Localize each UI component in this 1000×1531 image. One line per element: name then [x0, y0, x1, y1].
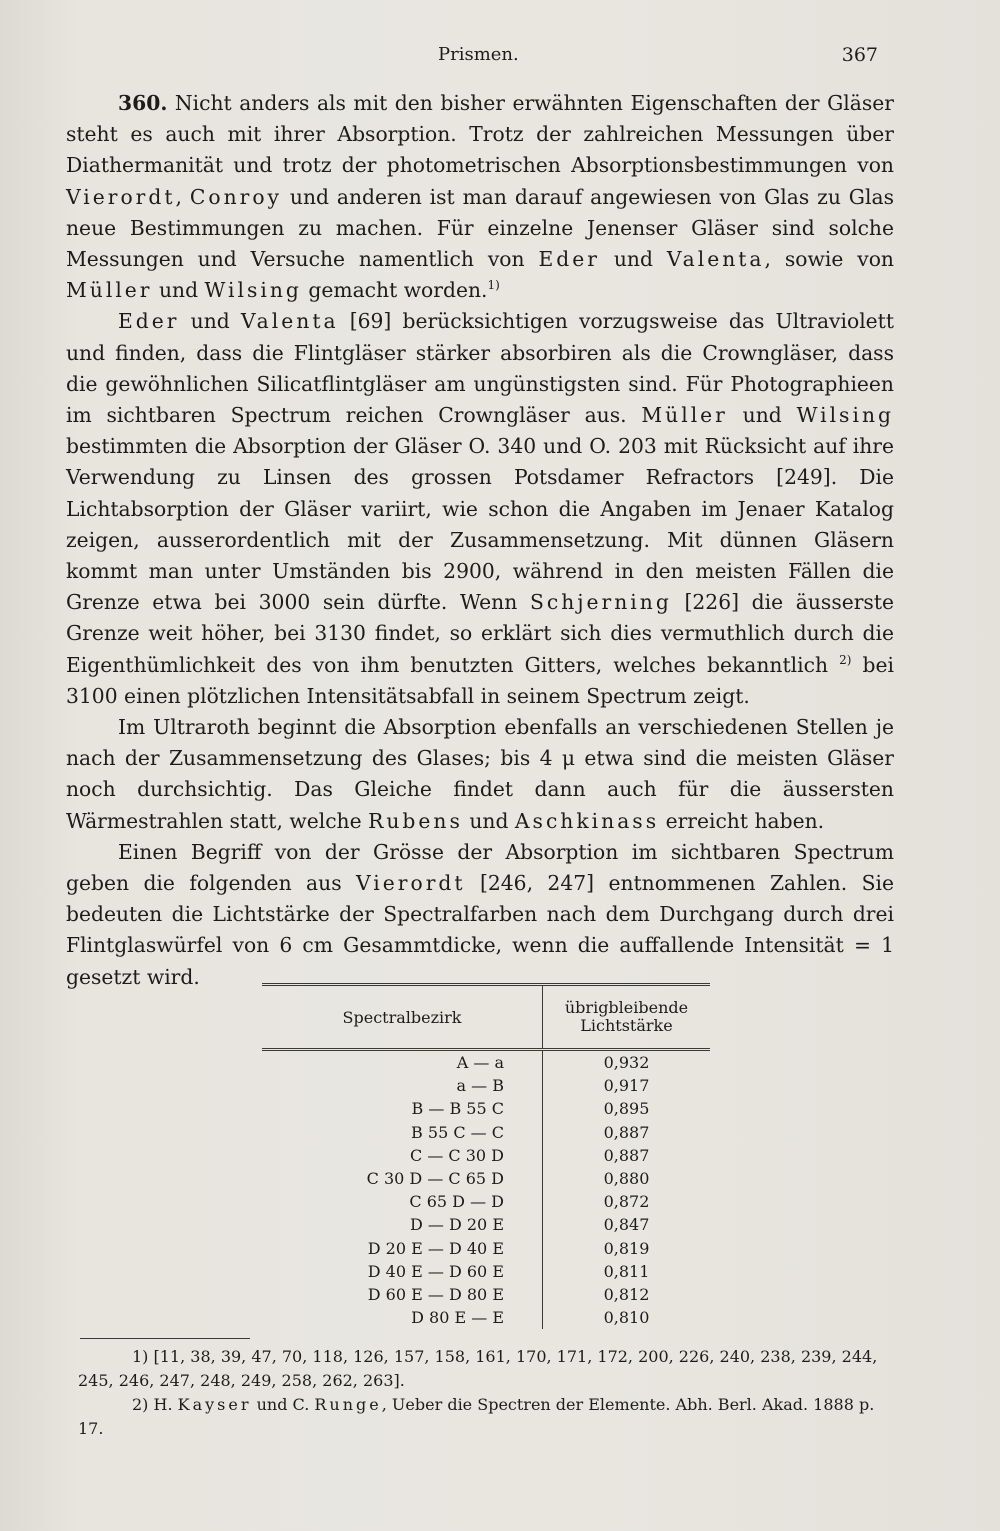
page-number: 367: [841, 44, 878, 66]
text-run: gemacht worden.: [301, 278, 488, 303]
intensity-value-cell: 0,887: [603, 1122, 650, 1142]
intensity-value-cell: 0,810: [603, 1308, 650, 1328]
text-run: und: [599, 247, 667, 272]
text-run: und anderen ist man darauf angewiesen von Glas zu Glas neue Bestimmungen zu machen. Für einzelne Jenenser Gläser sind solche Messungen und Versuche namentlich von: [66, 184, 894, 272]
intensity-value-cell: 0,880: [603, 1169, 650, 1189]
body-text: [66, 88, 894, 993]
absorption-table-wrap: [262, 983, 710, 1329]
paragraph-360: [66, 88, 894, 306]
intensity-value-cell: 0,932: [603, 1053, 650, 1073]
footnote-2-suffix: , Ueber die Spectren der Elemente. Abh. Berl. Akad. 1888 p. 17.: [78, 1395, 875, 1438]
author-name: Müller: [66, 278, 153, 303]
spectral-range-cell: B 55 C — C: [262, 1121, 543, 1144]
author-name: Wilsing: [204, 278, 302, 303]
section-number: 360.: [118, 91, 168, 115]
spectral-range-cell: D 40 E — D 60 E: [262, 1260, 543, 1283]
table-row: [262, 1237, 710, 1260]
spectral-range-cell: C 65 D — D: [262, 1190, 543, 1213]
footnotes: [78, 1345, 898, 1441]
footnote-2-author-1: Kayser: [177, 1395, 252, 1414]
author-name: Vierordt: [66, 184, 176, 209]
author-name: Rubens: [368, 808, 463, 833]
table-row: [262, 1074, 710, 1097]
absorption-table: [262, 983, 710, 1329]
table-row: [262, 1144, 710, 1167]
footnote-1: 1) [11, 38, 39, 47, 70, 118, 126, 157, 158, 161, 170, 171, 172, 200, 226, 240, 238, 239, 244, 245, 246, 247, 248, 249, 258, 262, 263].: [78, 1347, 878, 1390]
text-run: Nicht anders als mit den bisher erwähnten Eigenschaften der Gläser steht es auch mit ihrer Absorption. Trotz der zahlreichen Messungen über Diathermanität und trotz der photometrischen Absorptionsbestimmungen von: [66, 91, 894, 178]
text-run: bestimmten die Absorption der Gläser O. 340 und O. 203 mit Rücksicht auf ihre Verwendung zu Linsen des grossen Potsdamer Refractors [249]. Die Lichtabsorption der Gläser variirt, wie schon die Angaben im Jenaer Katalog zeigen, ausserordentlich mit der Zusammensetzung. Mit dünnen Gläsern kommt man unter Umständen bis 2900, während in den meisten Fällen die Grenze etwa bei 3000 sein dürfte. Wenn: [66, 434, 894, 615]
text-run: [226] die äusserste Grenze weit höher, bei 3130 findet, so erklärt sich dies vermuthlich durch die Eigenthümlichkeit des von ihm benutzten Gitters, welches bekanntlich: [66, 590, 894, 677]
author-name: Valenta: [666, 247, 765, 272]
text-run: bei 3100 einen plötzlichen Intensitätsabfall in seinem Spectrum zeigt.: [66, 652, 895, 708]
table-body: [262, 1050, 710, 1330]
author-name: Valenta: [240, 309, 339, 334]
footnote-2-author-2: Runge: [314, 1395, 382, 1414]
table-row: [262, 1121, 710, 1144]
table-row: [262, 1283, 710, 1306]
spectral-range-cell: D 60 E — D 80 E: [262, 1283, 543, 1306]
intensity-value-cell: 0,811: [603, 1261, 650, 1281]
footnote-2-mid: und C.: [251, 1395, 315, 1414]
author-name: Vierordt: [356, 871, 466, 896]
author-name: Eder: [118, 309, 180, 334]
text-run: und: [179, 309, 241, 334]
author-name: Wilsing: [796, 403, 894, 428]
table-row: [262, 1213, 710, 1236]
running-title: Prismen.: [438, 44, 519, 65]
table-row: [262, 1260, 710, 1283]
text-run: [69] berücksichtigen vorzugsweise das Ultraviolett und finden, dass die Flintgläser stärker absorbiren als die Crowngläser, dass die gewöhnlichen Silicatflintgläser am ungünstigsten sind. Für Photographieen im sichtbaren Spectrum reichen Crowngläser aus.: [66, 309, 894, 428]
text-run: erreicht haben.: [659, 808, 825, 833]
footnote-ref: 1): [487, 278, 500, 293]
table-header-row: [262, 985, 710, 1050]
text-run: ,: [175, 184, 190, 209]
footnote-ref: 2): [839, 652, 852, 667]
column-header-line-1: übrigbleibende: [564, 998, 689, 1017]
spectral-range-cell: B — B 55 C: [262, 1097, 543, 1120]
spectral-range-cell: D — D 20 E: [262, 1213, 543, 1236]
text-run: und: [462, 808, 515, 833]
author-name: Schjerning: [529, 590, 672, 615]
paragraph-ultraroth: [66, 712, 894, 837]
intensity-value-cell: 0,887: [603, 1145, 650, 1165]
table-row: [262, 1306, 710, 1329]
column-header-line-2: Lichtstärke: [580, 1016, 673, 1035]
paragraph-eder-valenta: [66, 306, 894, 712]
spectral-range-cell: D 80 E — E: [262, 1306, 543, 1329]
column-header-lichtstaerke: [543, 985, 711, 1050]
footnote-rule: [80, 1338, 250, 1339]
intensity-value-cell: 0,812: [603, 1284, 650, 1304]
running-head: [66, 44, 878, 72]
author-name: Conroy: [189, 184, 282, 209]
table-row: [262, 1050, 710, 1075]
text-run: Einen Begriff von der Grösse der Absorption im sichtbaren Spectrum geben die folgenden aus: [66, 839, 894, 896]
intensity-value-cell: 0,895: [603, 1099, 650, 1119]
spectral-range-cell: C 30 D — C 65 D: [262, 1167, 543, 1190]
footnote-2-prefix: 2) H.: [132, 1395, 178, 1414]
spectral-range-cell: C — C 30 D: [262, 1144, 543, 1167]
paragraph-360-text: [66, 91, 894, 302]
table-row: [262, 1097, 710, 1120]
text-run: [246, 247] entnommenen Zahlen. Sie bedeuten die Lichtstärke der Spectralfarben nach dem Durchgang durch drei Flintglaswürfel von 6 cm Gesammtdicke, wenn die auffallende Intensität = 1 gesetzt wird.: [66, 871, 894, 989]
intensity-value-cell: 0,847: [603, 1215, 650, 1235]
intensity-value-cell: 0,917: [603, 1076, 650, 1096]
intensity-value-cell: 0,819: [603, 1238, 650, 1258]
text-run: und: [152, 278, 205, 303]
table-row: [262, 1190, 710, 1213]
text-run: , sowie von: [764, 247, 894, 272]
footnote-2: [78, 1393, 898, 1441]
author-name: Aschkinass: [514, 808, 660, 833]
table-row: [262, 1167, 710, 1190]
text-run: Im Ultraroth beginnt die Absorption ebenfalls an verschiedenen Stellen je nach der Zusammensetzung des Glases; bis 4 μ etwa sind die meisten Gläser noch durchsichtig. Das Gleiche findet dann auch für die äussersten Wärmestrahlen statt, welche: [66, 715, 894, 833]
paragraph-vierordt: [66, 837, 894, 993]
author-name: Müller: [641, 403, 728, 428]
spectral-range-cell: D 20 E — D 40 E: [262, 1237, 543, 1260]
text-run: und: [727, 403, 797, 428]
author-name: Eder: [538, 247, 600, 272]
intensity-value-cell: 0,872: [603, 1192, 650, 1212]
spectral-range-cell: A — a: [262, 1050, 543, 1075]
column-header-spectralbezirk: Spectralbezirk: [262, 985, 543, 1050]
spectral-range-cell: a — B: [262, 1074, 543, 1097]
